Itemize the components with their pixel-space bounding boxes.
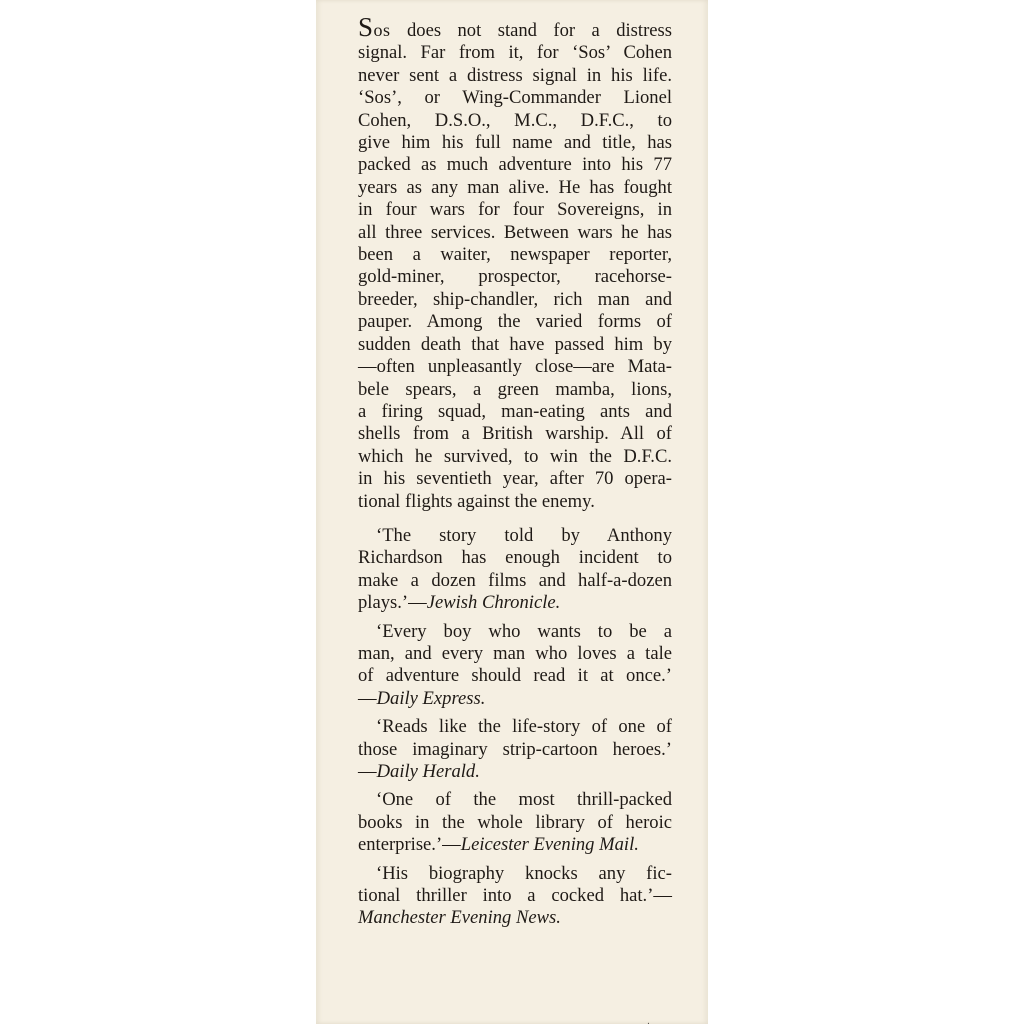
blurb-column [358,12,672,930]
intro-line: packed as much adventure into his 77 [358,154,672,176]
review-attribution-line [358,834,672,856]
intro-line: in four wars for four Sovereigns, in [358,199,672,221]
review-line: ‘One of the most thrill-packed [376,789,672,811]
review-line: ‘Reads like the life-story of one of [376,716,672,738]
review-line: man, and every man who loves a tale [358,642,672,664]
review-attribution-line [358,688,672,710]
review-line: ‘The story told by Anthony [376,524,672,546]
review-line: tional thriller into a cocked hat.’— [358,885,672,907]
intro-line: years as any man alive. He has fought [358,176,672,198]
intro-small-caps: os [373,20,391,40]
review-line: books in the whole library of heroic [358,811,672,833]
review-attribution-line [358,592,672,614]
review-line: Richardson has enough incident to [358,547,672,569]
intro-line: tional flights against the enemy. [358,490,595,512]
review-source: Jewish Chronicle. [426,592,561,614]
intro-line: gold-miner, prospector, racehorse- [358,266,672,288]
review-line-text: — [358,761,377,782]
page-edge-mark: ˌ [646,1011,651,1024]
review-daily-herald [358,716,672,783]
review-line-text: plays.’— [358,592,427,614]
intro-line: Cohen, D.S.O., M.C., D.F.C., to [358,109,672,131]
review-daily-express [358,621,672,711]
review-line-text: — [358,687,377,709]
intro-line: sudden death that have passed him by [358,333,672,355]
review-attribution-line [358,907,672,929]
review-source: Manchester Evening News. [358,907,561,929]
review-leicester-evening-mail [358,789,672,856]
intro-line: never sent a distress signal in his life. [358,64,672,86]
intro-drop-cap: S [358,12,374,42]
intro-line-text: does not stand for a distress [390,20,672,41]
review-attribution-line [358,761,672,783]
intro-line: signal. Far from it, for ‘Sos’ Cohen [358,42,672,64]
review-line: make a dozen films and half-a-dozen [358,569,672,591]
intro-line: a firing squad, man-eating ants and [358,400,672,422]
intro-line: ‘Sos’, or Wing-Commander Lionel [358,87,672,109]
intro-line: shells from a British warship. All of [358,423,672,445]
intro-line: been a waiter, newspaper reporter, [358,244,672,266]
review-line-text: enterprise.’— [358,834,461,856]
intro-line: give him his full name and title, has [358,132,672,154]
book-flap-page [316,0,708,1024]
intro-line-1 [358,12,672,42]
intro-line: pauper. Among the varied forms of [358,311,672,333]
intro-line: —often unpleasantly close—are Mata- [358,356,672,378]
review-line: ‘Every boy who wants to be a [376,620,672,642]
review-line: ‘His biography knocks any fic- [376,862,672,884]
review-source: Daily Express. [376,687,486,709]
intro-line: all three services. Between wars he has [358,221,672,243]
review-line: of adventure should read it at once.’ [358,665,672,687]
review-line: those imaginary strip-cartoon heroes.’ [358,738,672,760]
intro-line: which he survived, to win the D.F.C. [358,445,672,467]
review-source: Leicester Evening Mail. [460,834,639,856]
review-manchester-evening-news [358,863,672,930]
intro-line: in his seventieth year, after 70 opera- [358,468,672,490]
review-source: Daily Herald. [376,761,480,782]
intro-paragraph [358,12,672,513]
intro-line: bele spears, a green mamba, lions, [358,378,672,400]
intro-line: breeder, ship-chandler, rich man and [358,288,672,310]
review-jewish-chronicle [358,525,672,615]
